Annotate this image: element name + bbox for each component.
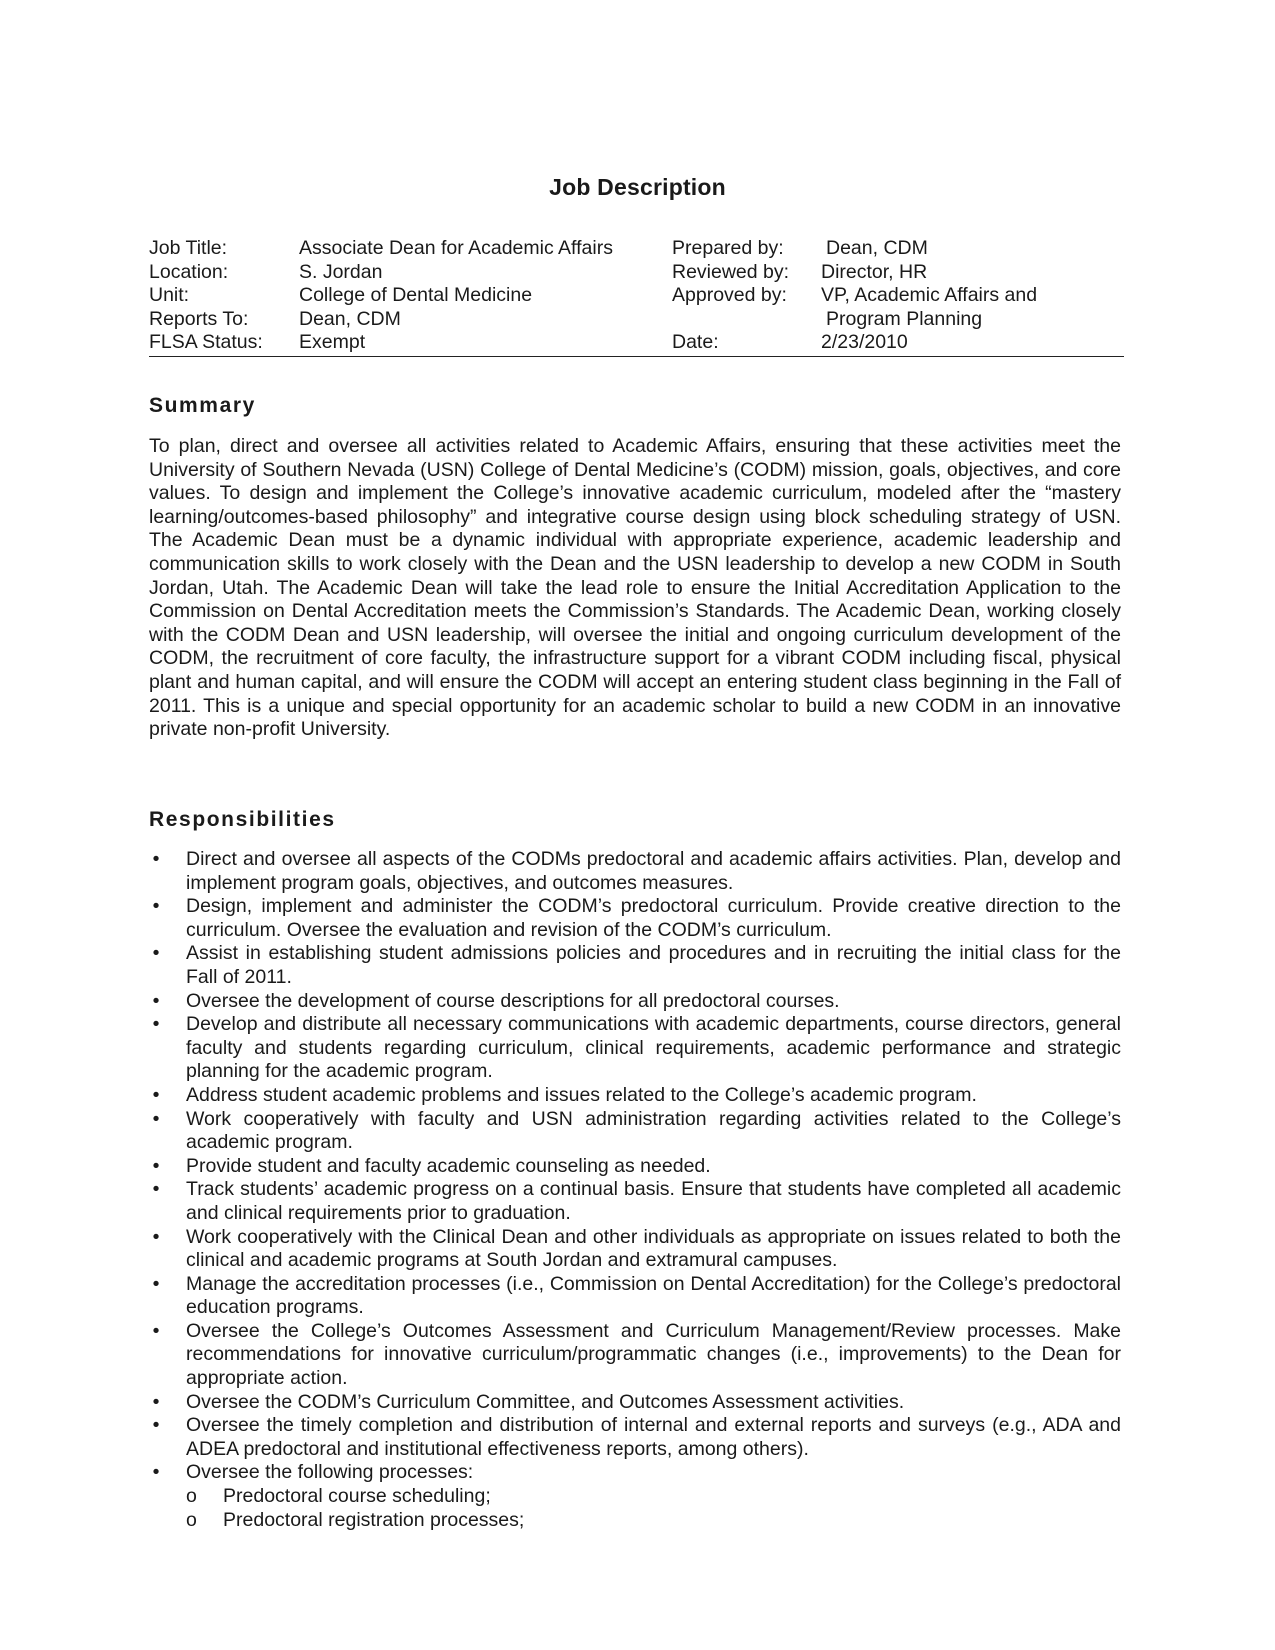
- list-item: [149, 990, 1121, 1014]
- list-item-text: Oversee the College’s Outcomes Assessment and Curriculum Management/Review processes. Make recommendations for innovative curriculum/programmatic changes (i.e., improvements) to the Dean for appropriate action.: [186, 1319, 1121, 1390]
- reports-to-value: Dean, CDM: [299, 307, 401, 330]
- list-item-text: Address student academic problems and issues related to the College’s academic program.: [186, 1083, 977, 1106]
- bullet-icon: •: [152, 848, 160, 870]
- list-item-text: Oversee the development of course descriptions for all predoctoral courses.: [186, 989, 840, 1012]
- hollow-bullet-icon: o: [186, 1508, 197, 1531]
- unit-value: College of Dental Medicine: [299, 284, 533, 306]
- list-item: [149, 1084, 1121, 1108]
- reports-to-label: Reports To:: [149, 307, 249, 330]
- list-item-text: Manage the accreditation processes (i.e., Commission on Dental Accreditation) for the College’s predoctoral education programs.: [186, 1272, 1121, 1319]
- bullet-icon: •: [152, 1178, 160, 1201]
- sub-list-item: [186, 1485, 1121, 1509]
- header-row-job-title: [149, 237, 1124, 261]
- list-item: [149, 942, 1121, 989]
- bullet-icon: •: [152, 1319, 160, 1342]
- prepared-by-value: Dean, CDM: [826, 237, 928, 259]
- list-item-text: Oversee the following processes:: [186, 1461, 474, 1484]
- job-title-label: Job Title:: [149, 237, 228, 259]
- location-value: S. Jordan: [299, 260, 383, 283]
- summary-text: To plan, direct and oversee all activities related to Academic Affairs, ensuring that these activities meet the University of Southern Nevada (USN) College of Dental Medicine’s (CODM) mission, goals, objectives, and core values. To design and implement the College’s innovative academic curriculum, modeled after the “mastery learning/outcomes-based philosophy” and integrative course design using block scheduling strategy of USN. The Academic Dean must be a dynamic individual with appropriate experience, academic leadership and communication skills to work closely with the Dean and the USN leadership to develop a new CODM in South Jordan, Utah. The Academic Dean will take the lead role to ensure the Initial Accreditation Application to the Commission on Dental Accreditation meets the Commission’s Standards. The Academic Dean, working closely with the CODM Dean and USN leadership, will oversee the initial and ongoing curriculum development of the CODM, the recruitment of core faculty, the infrastructure support for a vibrant CODM including fiscal, physical plant and human capital, and will ensure the CODM will accept an entering student class beginning in the Fall of 2011. This is a unique and special opportunity for an academic scholar to build a new CODM in an innovative private non-profit University.: [149, 435, 1121, 741]
- list-item-text: Oversee the timely completion and distribution of internal and external reports and surveys (e.g., ADA and ADEA predoctoral and institutional effectiveness reports, among others).: [186, 1414, 1121, 1460]
- bullet-icon: •: [152, 1461, 160, 1484]
- header-row-unit: [149, 284, 1124, 308]
- header-divider: [149, 356, 1124, 357]
- reviewed-by-value: Director, HR: [821, 260, 928, 283]
- flsa-status-value: Exempt: [299, 331, 366, 353]
- list-item: [149, 1320, 1121, 1391]
- bullet-icon: •: [152, 1390, 160, 1413]
- summary-heading: Summary: [149, 394, 256, 417]
- list-item: [149, 1414, 1121, 1461]
- bullet-icon: •: [152, 989, 160, 1012]
- header-row-flsa-status: [149, 331, 1124, 355]
- job-info-header: [149, 237, 1124, 355]
- bullet-icon: •: [152, 895, 160, 918]
- unit-label: Unit:: [149, 284, 190, 306]
- bullet-icon: •: [152, 1083, 160, 1106]
- responsibilities-heading: Responsibilities: [149, 808, 336, 831]
- list-item-text: Assist in establishing student admissions policies and procedures and in recruiting the initial class for the Fall of 2011.: [186, 942, 1121, 988]
- bullet-icon: •: [152, 1154, 160, 1177]
- bullet-icon: •: [152, 1225, 160, 1248]
- header-row-reports-to: [149, 308, 1124, 332]
- bullet-icon: •: [152, 1414, 160, 1437]
- responsibilities-list: [149, 848, 1121, 1532]
- header-row-location: [149, 261, 1124, 285]
- list-item: [149, 1391, 1121, 1415]
- date-value: 2/23/2010: [821, 331, 908, 353]
- bullet-icon: •: [152, 1013, 160, 1036]
- list-item: [149, 895, 1121, 942]
- list-item-text: Provide student and faculty academic counseling as needed.: [186, 1154, 711, 1177]
- list-item-text: Work cooperatively with the Clinical Dean and other individuals as appropriate on issues related to both the clinical and academic programs at South Jordan and extramural campuses.: [186, 1225, 1121, 1272]
- approved-by-value-cont: Program Planning: [826, 307, 983, 330]
- list-item-text: Direct and oversee all aspects of the CODMs predoctoral and academic affairs activities. Plan, develop and implement program goals, objectives, and outcomes measures.: [186, 848, 1121, 894]
- list-item-text: Track students’ academic progress on a continual basis. Ensure that students have completed all academic and clinical requirements prior to graduation.: [186, 1178, 1121, 1224]
- bullet-icon: •: [152, 1272, 160, 1295]
- prepared-by-label: Prepared by:: [672, 237, 784, 259]
- list-item: [149, 1178, 1121, 1225]
- bullet-icon: •: [152, 942, 160, 965]
- list-item-text: Design, implement and administer the CODM’s predoctoral curriculum. Provide creative direction to the curriculum. Oversee the evaluation and revision of the CODM’s curriculum.: [186, 895, 1121, 941]
- list-item: [149, 1108, 1121, 1155]
- document-title: Job Description: [549, 174, 726, 200]
- sub-list-item: [186, 1509, 1121, 1533]
- list-item-text: Oversee the CODM’s Curriculum Committee, and Outcomes Assessment activities.: [186, 1390, 905, 1413]
- job-title-value: Associate Dean for Academic Affairs: [299, 237, 613, 259]
- hollow-bullet-icon: o: [186, 1485, 197, 1508]
- list-item-text: Work cooperatively with faculty and USN administration regarding activities related to the College’s academic program.: [186, 1107, 1121, 1154]
- sub-list: [186, 1485, 1121, 1532]
- reviewed-by-label: Reviewed by:: [672, 260, 790, 283]
- list-item: [149, 1226, 1121, 1273]
- bullet-icon: •: [152, 1107, 160, 1130]
- sub-list-item-text: Predoctoral course scheduling;: [223, 1485, 491, 1508]
- list-item: [149, 1155, 1121, 1179]
- approved-by-value: VP, Academic Affairs and: [821, 284, 1038, 306]
- list-item: [149, 1273, 1121, 1320]
- list-item: [149, 1013, 1121, 1084]
- date-label: Date:: [672, 331, 719, 353]
- list-item: [149, 848, 1121, 895]
- list-item-text: Develop and distribute all necessary communications with academic departments, course directors, general faculty and students regarding curriculum, clinical requirements, academic performance and strategic planning for the academic program.: [186, 1013, 1121, 1083]
- approved-by-label: Approved by:: [672, 284, 787, 306]
- location-label: Location:: [149, 260, 229, 283]
- list-item: [149, 1461, 1121, 1532]
- sub-list-item-text: Predoctoral registration processes;: [223, 1508, 525, 1531]
- flsa-status-label: FLSA Status:: [149, 331, 263, 353]
